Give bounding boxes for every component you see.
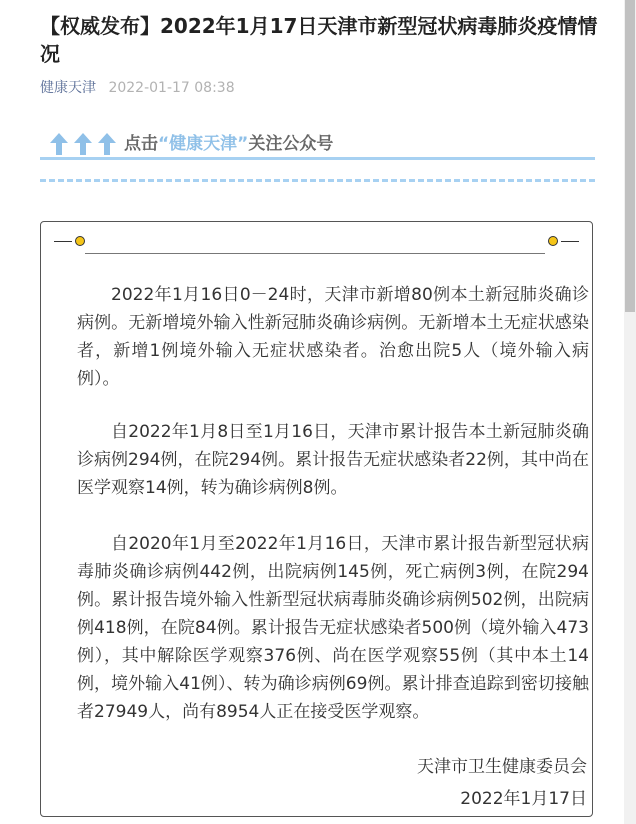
author-link[interactable]: 健康天津 bbox=[40, 80, 96, 96]
follow-prefix: 点击 bbox=[124, 134, 158, 154]
paragraph-daily: 2022年1月16日0－24时，天津市新增80例本土新冠肺炎确诊病例。无新增境外输入性新冠肺炎确诊病例。无新增本土无症状感染者，新增1例境外输入无症状感染者。治愈出院5人（境外输入病例）。 bbox=[77, 285, 589, 389]
up-arrow-icon bbox=[98, 133, 116, 155]
decor-dot-right bbox=[548, 236, 558, 246]
follow-banner[interactable] bbox=[40, 128, 595, 160]
decor-dot-left bbox=[75, 236, 85, 246]
signature: 天津市卫生健康委员会 bbox=[417, 757, 587, 777]
paragraph-total-cumulative: 自2020年1月至2022年1月16日，天津市累计报告新型冠状病毒肺炎确诊病例442例，出院病例145例，死亡病例3例，在院294例。累计报告境外输入性新型冠状病毒肺炎确诊病例502例，出院病例418例，在院84例。累计报告无症状感染者500例（境外输入473例），其中解除医学观察376例、尚在医学观察55例（其中本土14例，境外输入41例）、转为确诊病例69例。累计排查追踪到密切接触者27949人，尚有8954人正在接受医学观察。 bbox=[77, 534, 589, 722]
paragraph-local-cumulative: 自2022年1月8日至1月16日，天津市累计报告本土新冠肺炎确诊病例294例，在院294例。累计报告无症状感染者22例，其中尚在医学观察14例，转为确诊病例8例。 bbox=[77, 422, 589, 498]
article-title: 【权威发布】2022年1月17日天津市新型冠状病毒肺炎疫情情况 bbox=[40, 14, 598, 66]
decor-line-left bbox=[54, 241, 72, 242]
dashed-divider bbox=[40, 179, 595, 182]
follow-suffix: 关注公众号 bbox=[248, 134, 334, 154]
article-meta bbox=[40, 79, 235, 97]
account-name: “健康天津” bbox=[158, 134, 249, 154]
scrollbar-thumb[interactable] bbox=[625, 0, 635, 312]
decor-line-middle bbox=[85, 253, 545, 254]
signature-date: 2022年1月17日 bbox=[460, 789, 587, 809]
banner-underline bbox=[40, 157, 595, 160]
decor-line-right bbox=[561, 241, 579, 242]
publish-date: 2022-01-17 08:38 bbox=[108, 80, 235, 96]
scrollbar[interactable] bbox=[624, 0, 636, 824]
content-card bbox=[40, 221, 593, 817]
follow-text bbox=[124, 133, 333, 155]
up-arrow-icon bbox=[74, 133, 92, 155]
up-arrow-icon bbox=[50, 133, 68, 155]
